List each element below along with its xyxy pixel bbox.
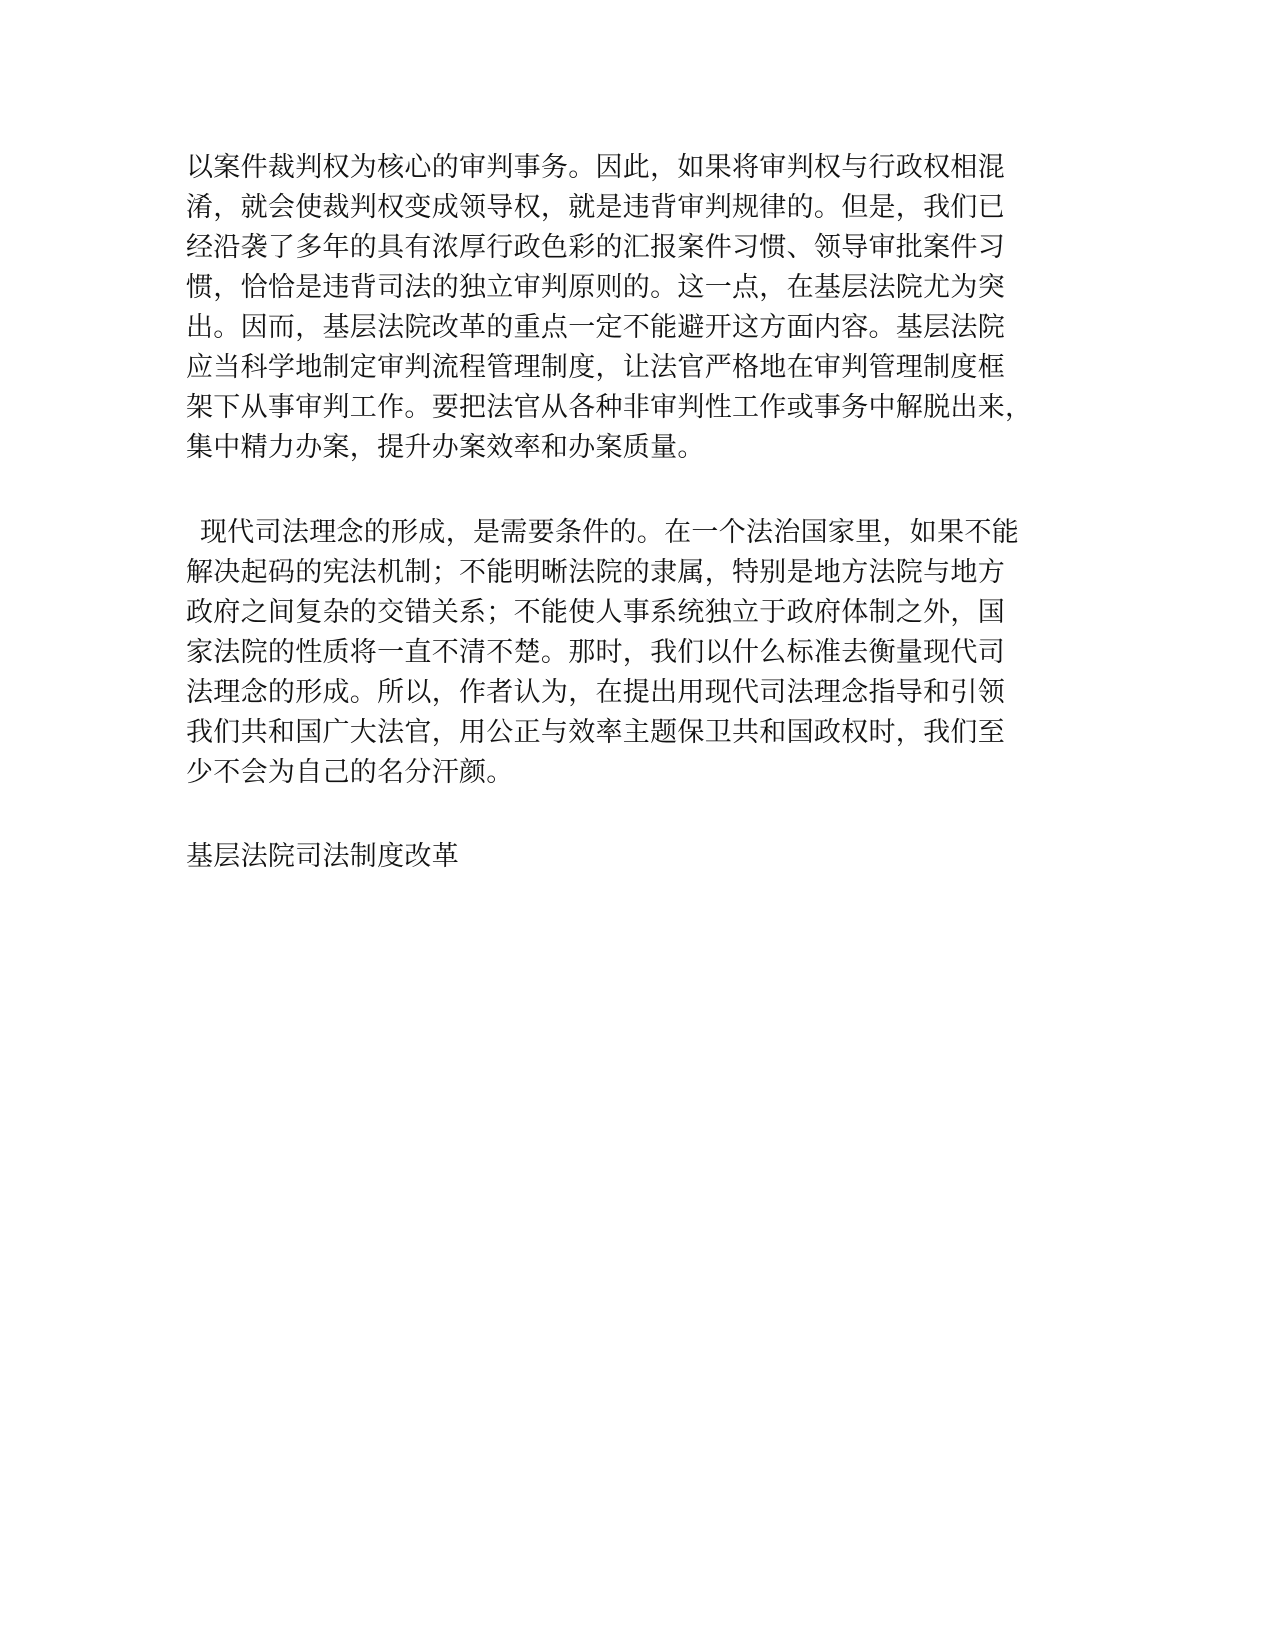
paragraph-modern-judicial-concept [186,513,1019,793]
text-line: 法理念的形成。所以，作者认为，在提出用现代司法理念指导和引领 [186,677,1005,708]
footer-title-text: 基层法院司法制度改革 [186,841,459,872]
text-line: 架下从事审判工作。要把法官从各种非审判性工作或事务中解脱出来， [186,392,1033,423]
text-line: 惯，恰恰是违背司法的独立审判原则的。这一点，在基层法院尤为突 [186,272,1005,303]
text-line: 集中精力办案，提升办案效率和办案质量。 [186,432,705,463]
text-line: 我们共和国广大法官，用公正与效率主题保卫共和国政权时，我们至 [186,717,1005,748]
text-line: 现代司法理念的形成，是需要条件的。在一个法治国家里，如果不能 [200,517,1019,548]
text-line: 政府之间复杂的交错关系；不能使人事系统独立于政府体制之外，国 [186,597,1005,628]
text-line: 出。因而，基层法院改革的重点一定不能避开这方面内容。基层法院 [186,312,1005,343]
text-line: 应当科学地制定审判流程管理制度，让法官严格地在审判管理制度框 [186,352,1005,383]
text-line: 经沿袭了多年的具有浓厚行政色彩的汇报案件习惯、领导审批案件习 [186,232,1005,263]
paragraph-judicial-administration [186,148,1032,468]
text-line: 家法院的性质将一直不清不楚。那时，我们以什么标准去衡量现代司 [186,637,1005,668]
text-line: 以案件裁判权为核心的审判事务。因此，如果将审判权与行政权相混 [186,152,1005,183]
footer-title [186,837,459,877]
text-line: 少不会为自己的名分汗颜。 [186,757,514,788]
text-line: 解决起码的宪法机制；不能明晰法院的隶属，特别是地方法院与地方 [186,557,1005,588]
text-line: 淆，就会使裁判权变成领导权，就是违背审判规律的。但是，我们已 [186,192,1005,223]
